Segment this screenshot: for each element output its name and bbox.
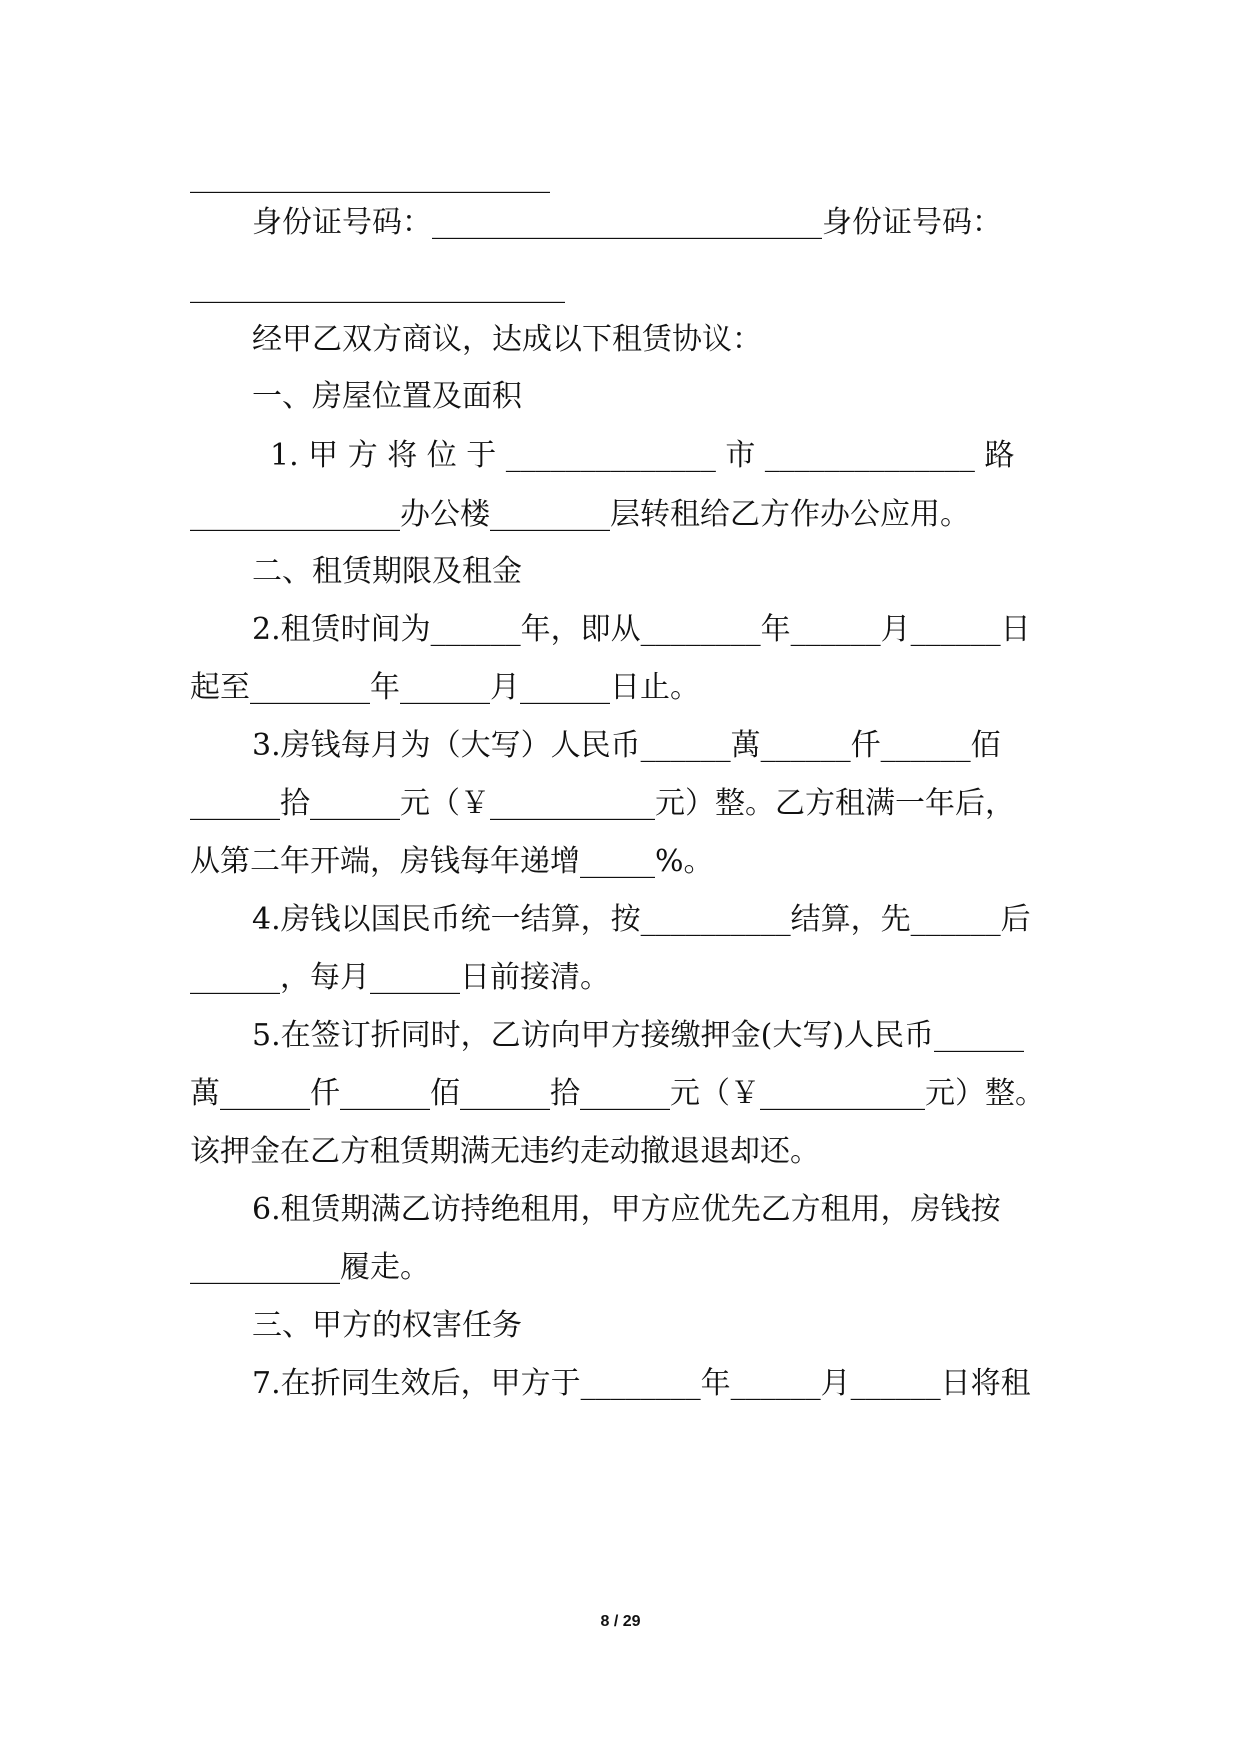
clause-line: 起至________年______月______日止。 <box>190 670 700 705</box>
clause-line: ______拾______元（￥___________元）整。乙方租满一年后， <box>190 786 1015 821</box>
page-number: 8 / 29 <box>600 1613 641 1630</box>
clause-line: ______________办公楼________层转租给乙方作办公应用。 <box>190 497 970 532</box>
id-number-line: 身份证号码：__________________________身份证号码： <box>252 205 1002 240</box>
blank-line: _________________________ <box>190 269 565 304</box>
clause-line: 该押金在乙方租赁期满无违约走动撤退退却还。 <box>190 1134 820 1169</box>
clause-line: 5.在签订折同时，乙访向甲方接缴押金(大写)人民币______ <box>252 1018 1025 1053</box>
clause-line: 1. 甲 方 将 位 于 ______________ 市 ______________ 路 <box>270 438 1015 473</box>
clause-line: __________履走。 <box>190 1250 430 1285</box>
clause-line: 2.租赁时间为______年，即从________年______月______日 <box>252 612 1031 647</box>
section-heading: 一、房屋位置及面积 <box>252 379 522 414</box>
clause-line: 6.租赁期满乙访持绝租用，甲方应优先乙方租用，房钱按 <box>252 1192 1001 1227</box>
clause-line: 4.房钱以国民币统一结算，按__________结算，先______后 <box>252 902 1031 937</box>
clause-line: 萬______仟______佰______拾______元（￥___________元）整。 <box>190 1076 1045 1111</box>
intro-paragraph: 经甲乙双方商议，达成以下租赁协议： <box>252 322 762 357</box>
clause-line: ______，每月______日前接清。 <box>190 960 610 995</box>
section-heading: 二、租赁期限及租金 <box>252 554 522 589</box>
section-heading: 三、甲方的权害任务 <box>252 1308 522 1343</box>
blank-line: ________________________ <box>190 159 550 194</box>
clause-line: 3.房钱每月为（大写）人民币______萬______仟______佰 <box>252 728 1001 763</box>
clause-line: 从第二年开端，房钱每年递增_____%。 <box>190 844 714 879</box>
clause-line: 7.在折同生效后，甲方于________年______月______日将租 <box>252 1366 1031 1401</box>
